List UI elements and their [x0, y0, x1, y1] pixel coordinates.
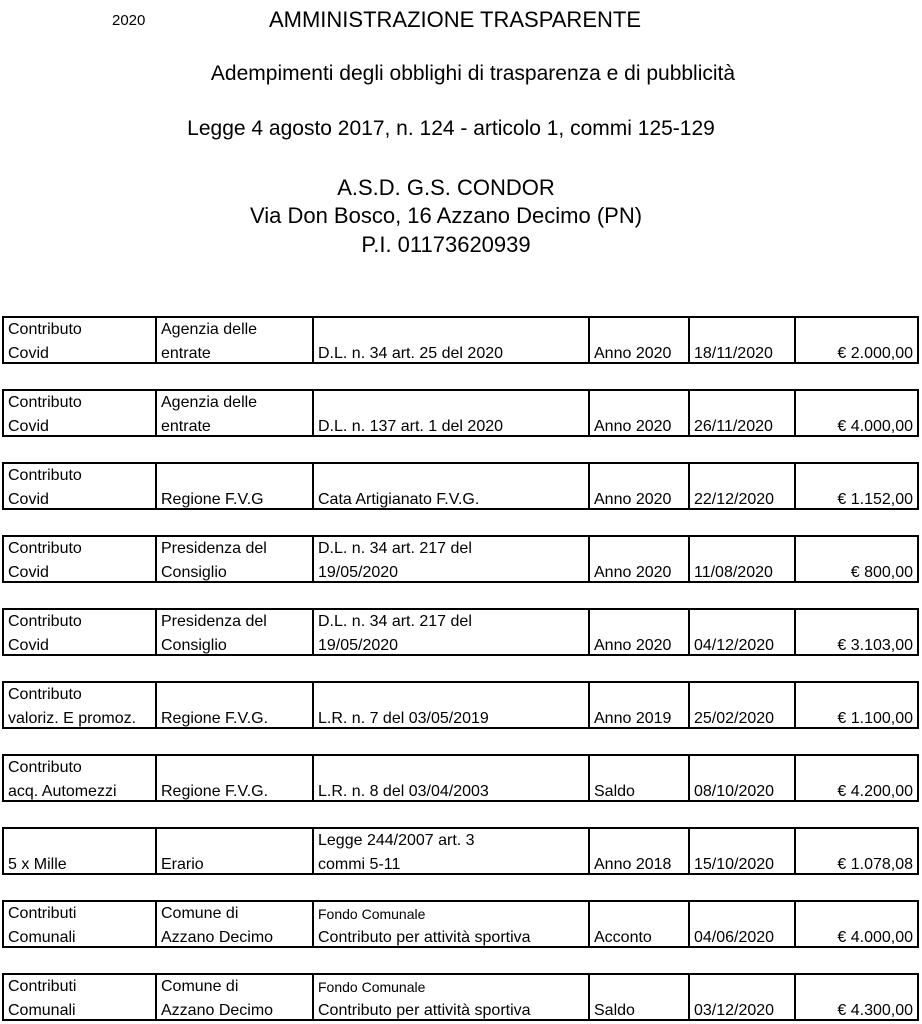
entity-line2: Azzano Decimo	[161, 929, 274, 946]
table-row	[2, 608, 919, 656]
entity-line2: Regione F.V.G.	[161, 783, 269, 800]
reference-cell	[312, 462, 588, 510]
entity-line1: Comune di	[161, 978, 239, 995]
type-cell	[2, 316, 155, 364]
organization-address: Via Don Bosco, 16 Azzano Decimo (PN)	[249, 203, 643, 228]
entity-cell	[155, 900, 312, 948]
entity-cell	[155, 316, 312, 364]
period-text: Anno 2019	[594, 710, 672, 727]
date-cell	[688, 462, 794, 510]
entity-line1: Agenzia delle	[161, 321, 258, 338]
amount-cell	[794, 462, 919, 510]
period-cell	[588, 973, 688, 1021]
entity-cell	[155, 389, 312, 437]
reference-cell	[312, 827, 588, 875]
entity-cell	[155, 535, 312, 583]
amount-text: € 4.300,00	[837, 1002, 913, 1019]
type-line2: Covid	[8, 564, 49, 581]
period-text: Anno 2020	[594, 345, 672, 362]
amount-text: € 1.078,08	[837, 856, 913, 873]
type-line1: Contributo	[8, 686, 82, 703]
table-row	[2, 316, 919, 364]
type-line2: acq. Automezzi	[8, 783, 117, 800]
reference-line1: Fondo Comunale	[318, 979, 426, 995]
entity-cell	[155, 681, 312, 729]
period-cell	[588, 462, 688, 510]
period-text: Saldo	[594, 783, 635, 800]
period-cell	[588, 900, 688, 948]
reference-cell	[312, 608, 588, 656]
document-title: AMMINISTRAZIONE TRASPARENTE	[268, 7, 641, 32]
reference-line2: D.L. n. 34 art. 25 del 2020	[318, 345, 504, 362]
amount-text: € 1.152,00	[837, 491, 913, 508]
type-line2: Comunali	[8, 1002, 76, 1019]
reference-cell	[312, 973, 588, 1021]
period-text: Acconto	[594, 929, 652, 946]
period-text: Anno 2018	[594, 856, 672, 873]
entity-cell	[155, 973, 312, 1021]
entity-cell	[155, 608, 312, 656]
amount-cell	[794, 973, 919, 1021]
table-row	[2, 754, 919, 802]
amount-text: € 4.200,00	[837, 783, 913, 800]
entity-line2: Regione F.V.G	[161, 491, 264, 508]
type-line2: valoriz. E promoz.	[8, 710, 137, 727]
table-row	[2, 973, 919, 1021]
entity-line2: Regione F.V.G.	[161, 710, 269, 727]
type-line2: Covid	[8, 637, 49, 654]
reference-line1: D.L. n. 34 art. 217 del	[318, 613, 472, 630]
date-cell	[688, 608, 794, 656]
amount-cell	[794, 535, 919, 583]
date-text: 22/12/2020	[694, 491, 775, 508]
reference-line1: D.L. n. 34 art. 217 del	[318, 540, 472, 557]
type-line2: Comunali	[8, 929, 76, 946]
reference-line2: L.R. n. 7 del 03/05/2019	[318, 710, 489, 727]
entity-line1: Presidenza del	[161, 540, 267, 557]
type-line2: Covid	[8, 418, 49, 435]
entity-line2: entrate	[161, 418, 211, 435]
date-text: 04/12/2020	[694, 637, 775, 654]
table-row	[2, 389, 919, 437]
document-year: 2020	[112, 12, 146, 29]
type-cell	[2, 608, 155, 656]
reference-line2: commi 5-11	[318, 856, 401, 873]
date-cell	[688, 681, 794, 729]
entity-line1: Comune di	[161, 905, 239, 922]
entity-cell	[155, 827, 312, 875]
reference-cell	[312, 389, 588, 437]
period-text: Anno 2020	[594, 418, 672, 435]
reference-cell	[312, 681, 588, 729]
table-row	[2, 827, 919, 875]
reference-cell	[312, 535, 588, 583]
type-line1: Contributo	[8, 540, 82, 557]
amount-text: € 4.000,00	[837, 929, 913, 946]
entity-line2: entrate	[161, 345, 211, 362]
entity-line1: Agenzia delle	[161, 394, 258, 411]
date-text: 18/11/2020	[694, 345, 773, 362]
document-subtitle: Adempimenti degli obblighi di trasparenza e di pubblicità	[210, 62, 736, 85]
entity-cell	[155, 754, 312, 802]
organization-vat: P.I. 01173620939	[361, 232, 531, 257]
type-line2: 5 x Mille	[8, 856, 67, 873]
type-cell	[2, 754, 155, 802]
amount-text: € 4.000,00	[837, 418, 913, 435]
type-line1: Contributi	[8, 905, 77, 922]
amount-text: € 1.100,00	[837, 710, 913, 727]
date-text: 03/12/2020	[694, 1002, 775, 1019]
entity-line1: Presidenza del	[161, 613, 267, 630]
date-cell	[688, 827, 794, 875]
amount-text: € 2.000,00	[837, 345, 913, 362]
entity-line2: Consiglio	[161, 564, 227, 581]
period-cell	[588, 827, 688, 875]
reference-line2: 19/05/2020	[318, 637, 399, 654]
entity-line2: Consiglio	[161, 637, 227, 654]
amount-cell	[794, 754, 919, 802]
type-cell	[2, 389, 155, 437]
period-cell	[588, 681, 688, 729]
period-text: Saldo	[594, 1002, 635, 1019]
amount-cell	[794, 316, 919, 364]
period-cell	[588, 608, 688, 656]
date-cell	[688, 754, 794, 802]
date-text: 15/10/2020	[694, 856, 775, 873]
period-text: Anno 2020	[594, 637, 672, 654]
reference-line2: 19/05/2020	[318, 564, 399, 581]
date-text: 11/08/2020	[694, 564, 773, 581]
amount-text: € 800,00	[850, 564, 913, 581]
entity-line2: Erario	[161, 856, 204, 873]
date-text: 04/06/2020	[694, 929, 775, 946]
amount-cell	[794, 900, 919, 948]
date-cell	[688, 316, 794, 364]
amount-cell	[794, 827, 919, 875]
period-cell	[588, 535, 688, 583]
reference-line2: Contributo per attività sportiva	[318, 1002, 531, 1019]
type-line2: Covid	[8, 345, 49, 362]
date-cell	[688, 389, 794, 437]
amount-cell	[794, 608, 919, 656]
entity-line2: Azzano Decimo	[161, 1002, 274, 1019]
date-text: 26/11/2020	[694, 418, 773, 435]
type-line1: Contributo	[8, 613, 82, 630]
period-cell	[588, 754, 688, 802]
period-text: Anno 2020	[594, 491, 672, 508]
table-row	[2, 462, 919, 510]
table-row	[2, 681, 919, 729]
type-cell	[2, 973, 155, 1021]
table-row	[2, 900, 919, 948]
reference-cell	[312, 900, 588, 948]
type-line1: Contributo	[8, 467, 82, 484]
date-text: 25/02/2020	[694, 710, 775, 727]
type-line1: Contributo	[8, 759, 82, 776]
type-line1: Contributi	[8, 978, 77, 995]
date-text: 08/10/2020	[694, 783, 775, 800]
organization-name: A.S.D. G.S. CONDOR	[337, 175, 555, 200]
type-cell	[2, 462, 155, 510]
reference-cell	[312, 316, 588, 364]
date-cell	[688, 535, 794, 583]
amount-cell	[794, 389, 919, 437]
reference-line1: Fondo Comunale	[318, 906, 426, 922]
reference-line1: Legge 244/2007 art. 3	[318, 832, 475, 849]
reference-cell	[312, 754, 588, 802]
date-cell	[688, 973, 794, 1021]
amount-cell	[794, 681, 919, 729]
law-reference: Legge 4 agosto 2017, n. 124 - articolo 1, commi 125-129	[187, 117, 715, 140]
type-line1: Contributo	[8, 394, 82, 411]
type-line1: Contributo	[8, 321, 82, 338]
type-cell	[2, 535, 155, 583]
reference-line2: Cata Artigianato F.V.G.	[318, 491, 480, 508]
type-cell	[2, 827, 155, 875]
type-cell	[2, 681, 155, 729]
reference-line2: L.R. n. 8 del 03/04/2003	[318, 783, 489, 800]
amount-text: € 3.103,00	[837, 637, 913, 654]
type-line2: Covid	[8, 491, 49, 508]
type-cell	[2, 900, 155, 948]
period-cell	[588, 389, 688, 437]
reference-line2: Contributo per attività sportiva	[318, 929, 531, 946]
reference-line2: D.L. n. 137 art. 1 del 2020	[318, 418, 504, 435]
table-row	[2, 535, 919, 583]
date-cell	[688, 900, 794, 948]
period-text: Anno 2020	[594, 564, 672, 581]
entity-cell	[155, 462, 312, 510]
period-cell	[588, 316, 688, 364]
